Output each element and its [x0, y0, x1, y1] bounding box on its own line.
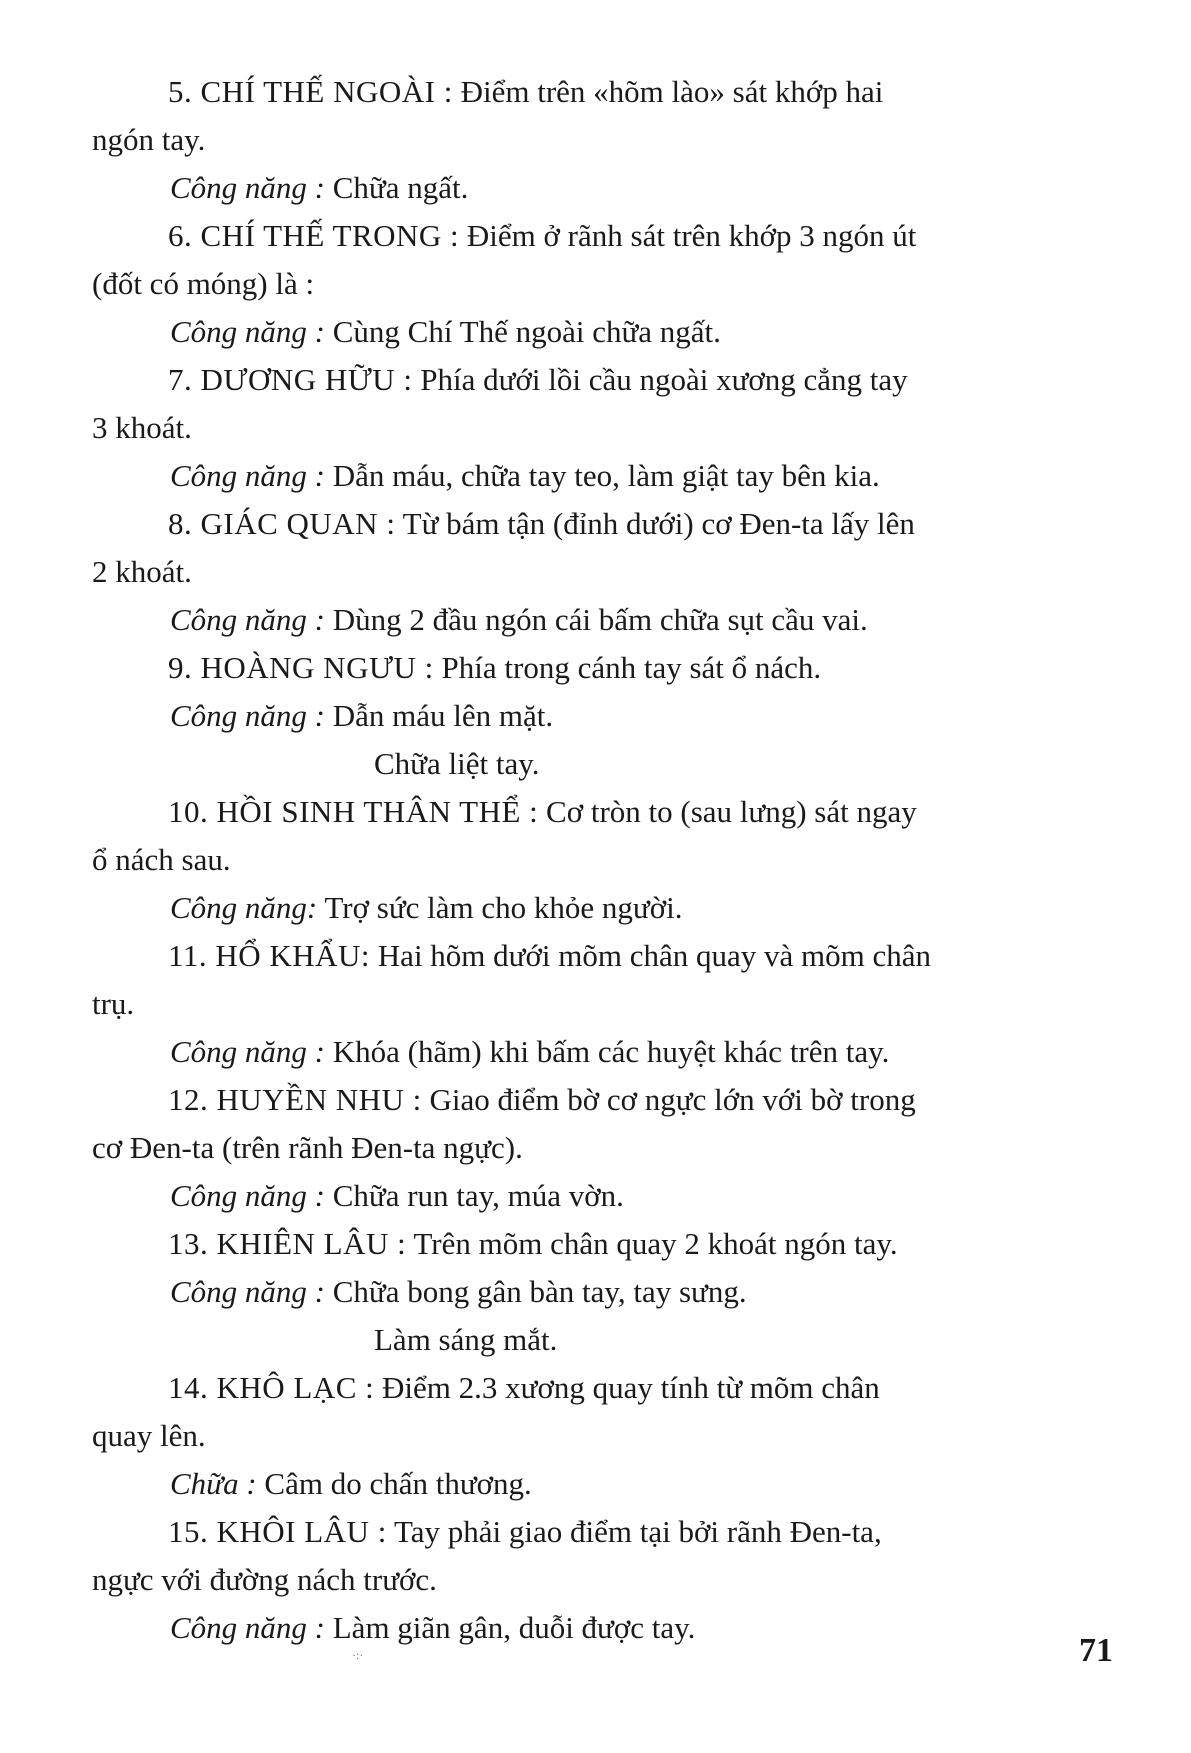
entry-continuation: ngực với đường nách trước. — [92, 1562, 437, 1597]
function-text: Dẫn máu lên mặt. — [332, 698, 554, 733]
entry-continuation: ngón tay. — [92, 122, 206, 157]
entry-function-line — [92, 1028, 1132, 1076]
entry-description: Điểm 2.3 xương quay tính từ mõm chân — [382, 1370, 880, 1405]
entry-description: Điểm ở rãnh sát trên khớp 3 ngón út — [466, 218, 917, 253]
entry-heading: 14. KHÔ LẠC : — [168, 1370, 375, 1405]
function-label: Công năng : — [170, 1610, 325, 1645]
page-content — [92, 68, 1132, 1652]
entry-continuation: 3 khoát. — [92, 410, 192, 445]
function-label: Công năng : — [170, 1274, 325, 1309]
print-speck: ·:· — [352, 1648, 364, 1662]
entry-description: Trên mõm chân quay 2 khoát ngón tay. — [413, 1226, 898, 1261]
entry-heading: 6. CHÍ THẾ TRONG : — [168, 218, 460, 253]
entry-heading: 15. KHÔI LÂU : — [168, 1514, 387, 1549]
entry-function-line — [92, 1460, 1132, 1508]
entry-function-line — [92, 596, 1132, 644]
function-label: Công năng : — [170, 314, 325, 349]
entry-description: Phía trong cánh tay sát ổ nách. — [441, 650, 822, 685]
entry-heading-line — [92, 68, 1132, 116]
function-label: Công năng : — [170, 602, 325, 637]
entry-heading: 7. DƯƠNG HỮU : — [168, 362, 413, 397]
function-text: Chữa ngất. — [332, 170, 469, 205]
entry-heading: 9. HOÀNG NGƯU : — [168, 650, 434, 685]
entry-heading-line — [92, 1076, 1132, 1124]
entry-heading-line — [92, 932, 1132, 980]
entry-continuation: (đốt có móng) là : — [92, 266, 315, 301]
entry-function-line — [92, 1604, 1132, 1652]
function-text: Khóa (hãm) khi bấm các huyệt khác trên tay. — [332, 1034, 890, 1069]
page-number: 71 — [1079, 1632, 1113, 1669]
entry-function-line — [92, 1268, 1132, 1316]
entry-continuation: trụ. — [92, 986, 135, 1021]
entry-function-line — [92, 692, 1132, 740]
entry-heading-line — [92, 1508, 1132, 1556]
entry-continuation: ổ nách sau. — [92, 842, 231, 877]
entry-function-line-2: Làm sáng mắt. — [374, 1322, 558, 1357]
function-label: Công năng : — [170, 1034, 325, 1069]
function-label: Công năng: — [170, 890, 318, 925]
function-label: Chữa : — [170, 1466, 257, 1501]
entry-heading-line — [92, 788, 1132, 836]
entry-heading: 8. GIÁC QUAN : — [168, 506, 396, 541]
entry-function-line — [92, 452, 1132, 500]
entry-heading-line — [92, 356, 1132, 404]
entry-function-line — [92, 308, 1132, 356]
entry-function-line-2: Chữa liệt tay. — [374, 746, 540, 781]
entry-description: Phía dưới lồi cầu ngoài xương cẳng tay — [420, 362, 908, 397]
function-text: Dùng 2 đầu ngón cái bấm chữa sụt cầu vai. — [332, 602, 868, 637]
entry-heading-line — [92, 1220, 1132, 1268]
entry-heading-line — [92, 644, 1132, 692]
entry-heading-line — [92, 1364, 1132, 1412]
entry-heading: 13. KHIÊN LÂU : — [168, 1226, 407, 1261]
function-label: Công năng : — [170, 698, 325, 733]
entry-description: Cơ tròn to (sau lưng) sát ngay — [546, 794, 917, 829]
function-label: Công năng : — [170, 1178, 325, 1213]
entry-description: Tay phải giao điểm tại bởi rãnh Đen-ta, — [394, 1514, 882, 1549]
entry-heading: 12. HUYỀN NHU : — [168, 1082, 422, 1117]
entry-heading-line — [92, 212, 1132, 260]
function-text: Câm do chấn thương. — [264, 1466, 532, 1501]
function-label: Công năng : — [170, 458, 325, 493]
entry-description: Từ bám tận (đỉnh dưới) cơ Đen-ta lấy lên — [402, 506, 915, 541]
entry-heading: 11. HỔ KHẨU: — [168, 938, 371, 973]
entry-continuation: quay lên. — [92, 1418, 206, 1453]
entry-continuation: cơ Đen-ta (trên rãnh Đen-ta ngực). — [92, 1130, 523, 1165]
entry-description: Điểm trên «hõm lào» sát khớp hai — [460, 74, 884, 109]
function-text: Chữa run tay, múa vờn. — [332, 1178, 624, 1213]
entry-description: Hai hõm dưới mõm chân quay và mõm chân — [377, 938, 931, 973]
entry-function-line — [92, 884, 1132, 932]
entry-heading: 5. CHÍ THẾ NGOÀI : — [168, 74, 453, 109]
function-label: Công năng : — [170, 170, 325, 205]
function-text: Làm giãn gân, duỗi được tay. — [332, 1610, 696, 1645]
function-text: Chữa bong gân bàn tay, tay sưng. — [332, 1274, 747, 1309]
entry-heading-line — [92, 500, 1132, 548]
entry-heading: 10. HỒI SINH THÂN THỂ : — [168, 794, 539, 829]
function-text: Dẫn máu, chữa tay teo, làm giật tay bên kia. — [332, 458, 880, 493]
function-text: Trợ sức làm cho khỏe người. — [324, 890, 683, 925]
function-text: Cùng Chí Thế ngoài chữa ngất. — [332, 314, 721, 349]
entry-function-line — [92, 1172, 1132, 1220]
entry-continuation: 2 khoát. — [92, 554, 192, 589]
entry-function-line — [92, 164, 1132, 212]
entry-description: Giao điểm bờ cơ ngực lớn với bờ trong — [429, 1082, 916, 1117]
